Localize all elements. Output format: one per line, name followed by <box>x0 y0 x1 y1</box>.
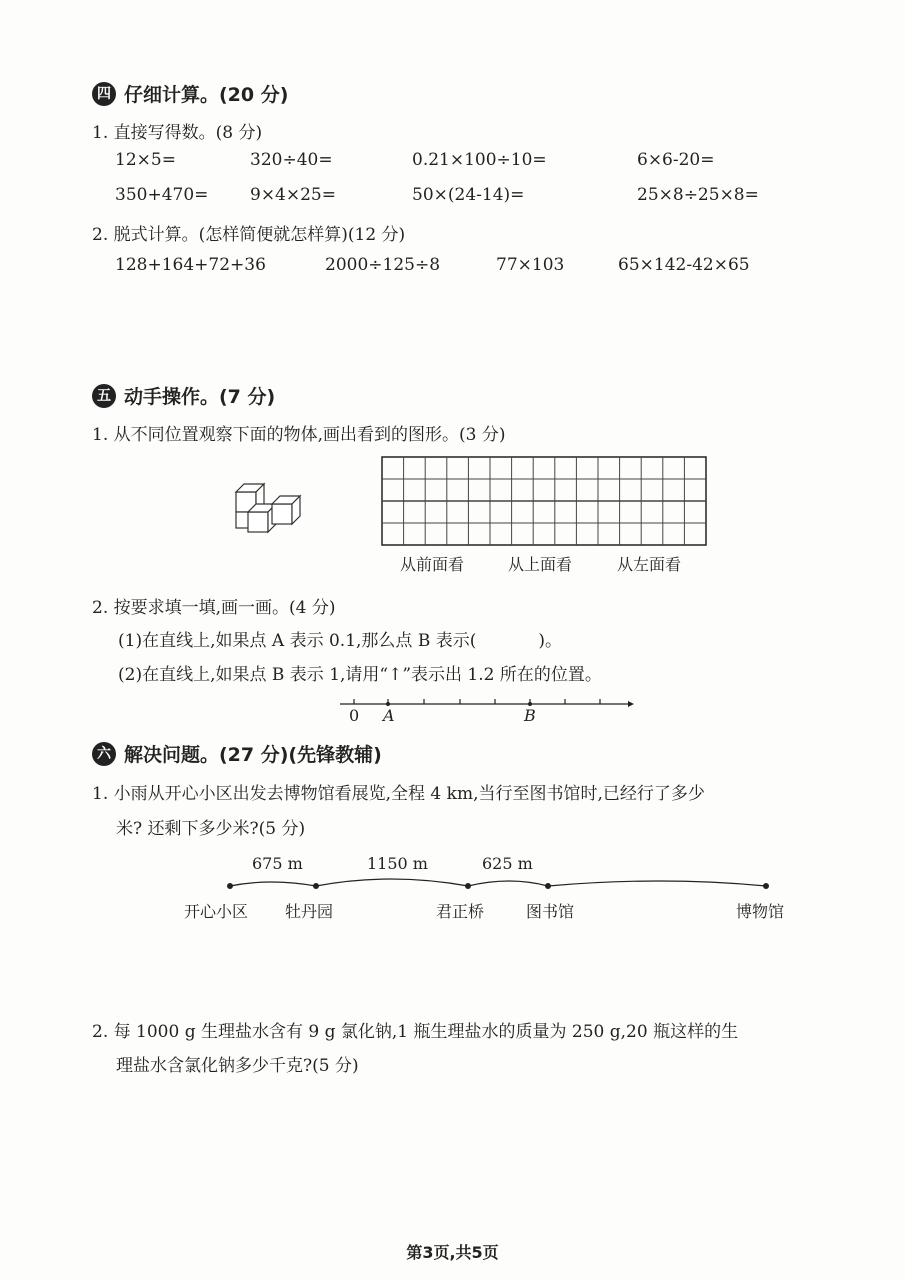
distance-label: 625 m <box>482 854 533 873</box>
expr: 350+470= <box>115 185 209 205</box>
section6-title <box>92 740 382 767</box>
place-label: 博物馆 <box>736 902 785 921</box>
q5-2-sub2: (2)在直线上,如果点 B 表示 1,请用“↑”表示出 1.2 所在的位置。 <box>118 665 602 685</box>
section6-badge: 六 <box>92 742 116 766</box>
number-line[interactable] <box>330 692 640 726</box>
expr: 77×103 <box>496 255 565 275</box>
q6-2-line1: 2. 每 1000 g 生理盐水含有 9 g 氯化钠,1 瓶生理盐水的质量为 250 g,20 瓶这样的生 <box>92 1022 739 1042</box>
q5-2-sub1-after: )。 <box>538 631 562 651</box>
q6-2-line2: 理盐水含氯化钠多少千克?(5 分) <box>116 1056 359 1076</box>
page-number: 第3页,共5页 <box>406 1243 499 1262</box>
expr: 12×5= <box>115 150 176 170</box>
section4-title <box>92 80 288 107</box>
expr: 2000÷125÷8 <box>325 255 441 275</box>
expr: 9×4×25= <box>250 185 336 205</box>
q6-1-line1: 1. 小雨从开心小区出发去博物馆看展览,全程 4 km,当行至图书馆时,已经行了多少 <box>92 784 705 804</box>
q5-2-sub1-before: (1)在直线上,如果点 A 表示 0.1,那么点 B 表示( <box>118 631 477 651</box>
expr: 65×142-42×65 <box>618 255 750 275</box>
drawing-grid[interactable] <box>381 456 709 548</box>
section6-title-text: 解决问题。(27 分)(先锋教辅) <box>124 744 382 766</box>
numberline-point-b: B <box>524 706 536 725</box>
expr: 320÷40= <box>250 150 333 170</box>
place-label: 君正桥 <box>436 902 485 921</box>
expr: 25×8÷25×8= <box>637 185 759 205</box>
expr: 0.21×100÷10= <box>412 150 547 170</box>
q5-2-sub1 <box>118 626 562 651</box>
place-label: 开心小区 <box>184 902 249 921</box>
place-label: 图书馆 <box>526 902 575 921</box>
numberline-point-a: A <box>383 706 395 725</box>
view-label-left: 从左面看 <box>617 555 682 574</box>
expr: 50×(24-14)= <box>412 185 525 205</box>
distance-label: 675 m <box>252 854 303 873</box>
section4-title-text: 仔细计算。(20 分) <box>124 84 289 106</box>
expr: 128+164+72+36 <box>115 255 266 275</box>
section5-title <box>92 382 275 409</box>
section5-title-text: 动手操作。(7 分) <box>124 386 276 408</box>
section4-badge: 四 <box>92 82 116 106</box>
view-label-top: 从上面看 <box>508 555 573 574</box>
place-label: 牡丹园 <box>285 902 334 921</box>
q6-1-line2: 米? 还剩下多少米?(5 分) <box>116 819 306 839</box>
view-label-front: 从前面看 <box>400 555 465 574</box>
numberline-zero: 0 <box>349 706 360 725</box>
q4-1-label: 1. 直接写得数。(8 分) <box>92 123 263 143</box>
cube-figure <box>228 478 320 536</box>
expr: 6×6-20= <box>637 150 715 170</box>
section5-badge: 五 <box>92 384 116 408</box>
distance-label: 1150 m <box>367 854 428 873</box>
q4-2-label: 2. 脱式计算。(怎样简便就怎样算)(12 分) <box>92 225 406 245</box>
q5-1-label: 1. 从不同位置观察下面的物体,画出看到的图形。(3 分) <box>92 425 506 445</box>
q5-2-label: 2. 按要求填一填,画一画。(4 分) <box>92 598 336 618</box>
